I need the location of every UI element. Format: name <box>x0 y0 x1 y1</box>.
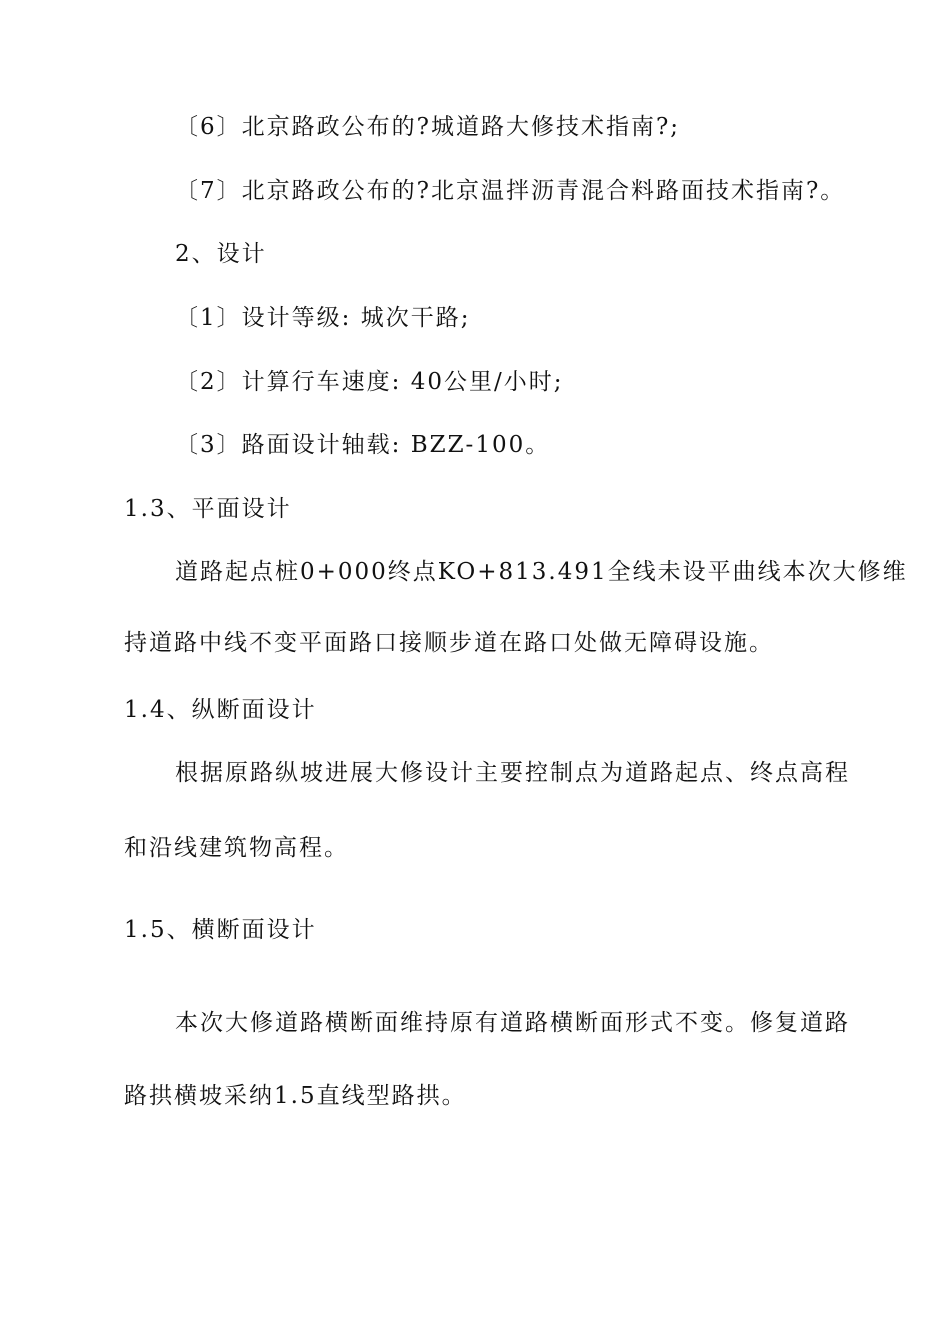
paragraph-1-5-line-2: 路拱横坡采纳1.5直线型路拱。 <box>124 1083 467 1109</box>
section-heading-1-4: 1.4、纵断面设计 <box>124 697 317 723</box>
section-heading-1-3: 1.3、平面设计 <box>124 496 292 522</box>
design-item-1: 〔1〕设计等级: 城次干路; <box>175 305 471 331</box>
paragraph-1-4-line-1: 根据原路纵坡进展大修设计主要控制点为道路起点、终点高程 <box>175 760 850 786</box>
paragraph-1-3-line-1: 道路起点桩0+000终点KO+813.491全线未设平曲线本次大修维 <box>175 559 908 585</box>
reference-item-7: 〔7〕北京路政公布的?北京温拌沥青混合料路面技术指南?。 <box>175 178 846 204</box>
paragraph-1-5-line-1: 本次大修道路横断面维持原有道路横断面形式不变。修复道路 <box>175 1010 850 1036</box>
reference-item-6: 〔6〕北京路政公布的?城道路大修技术指南?; <box>175 114 681 140</box>
section-heading-design: 2、设计 <box>175 241 267 267</box>
design-item-2: 〔2〕计算行车速度: 40公里/小时; <box>175 369 564 395</box>
paragraph-1-4-line-2: 和沿线建筑物高程。 <box>124 835 349 861</box>
design-item-3: 〔3〕路面设计轴载: BZZ-100。 <box>175 432 551 458</box>
paragraph-1-3-line-2: 持道路中线不变平面路口接顺步道在路口处做无障碍设施。 <box>124 630 774 656</box>
section-heading-1-5: 1.5、横断面设计 <box>124 917 317 943</box>
